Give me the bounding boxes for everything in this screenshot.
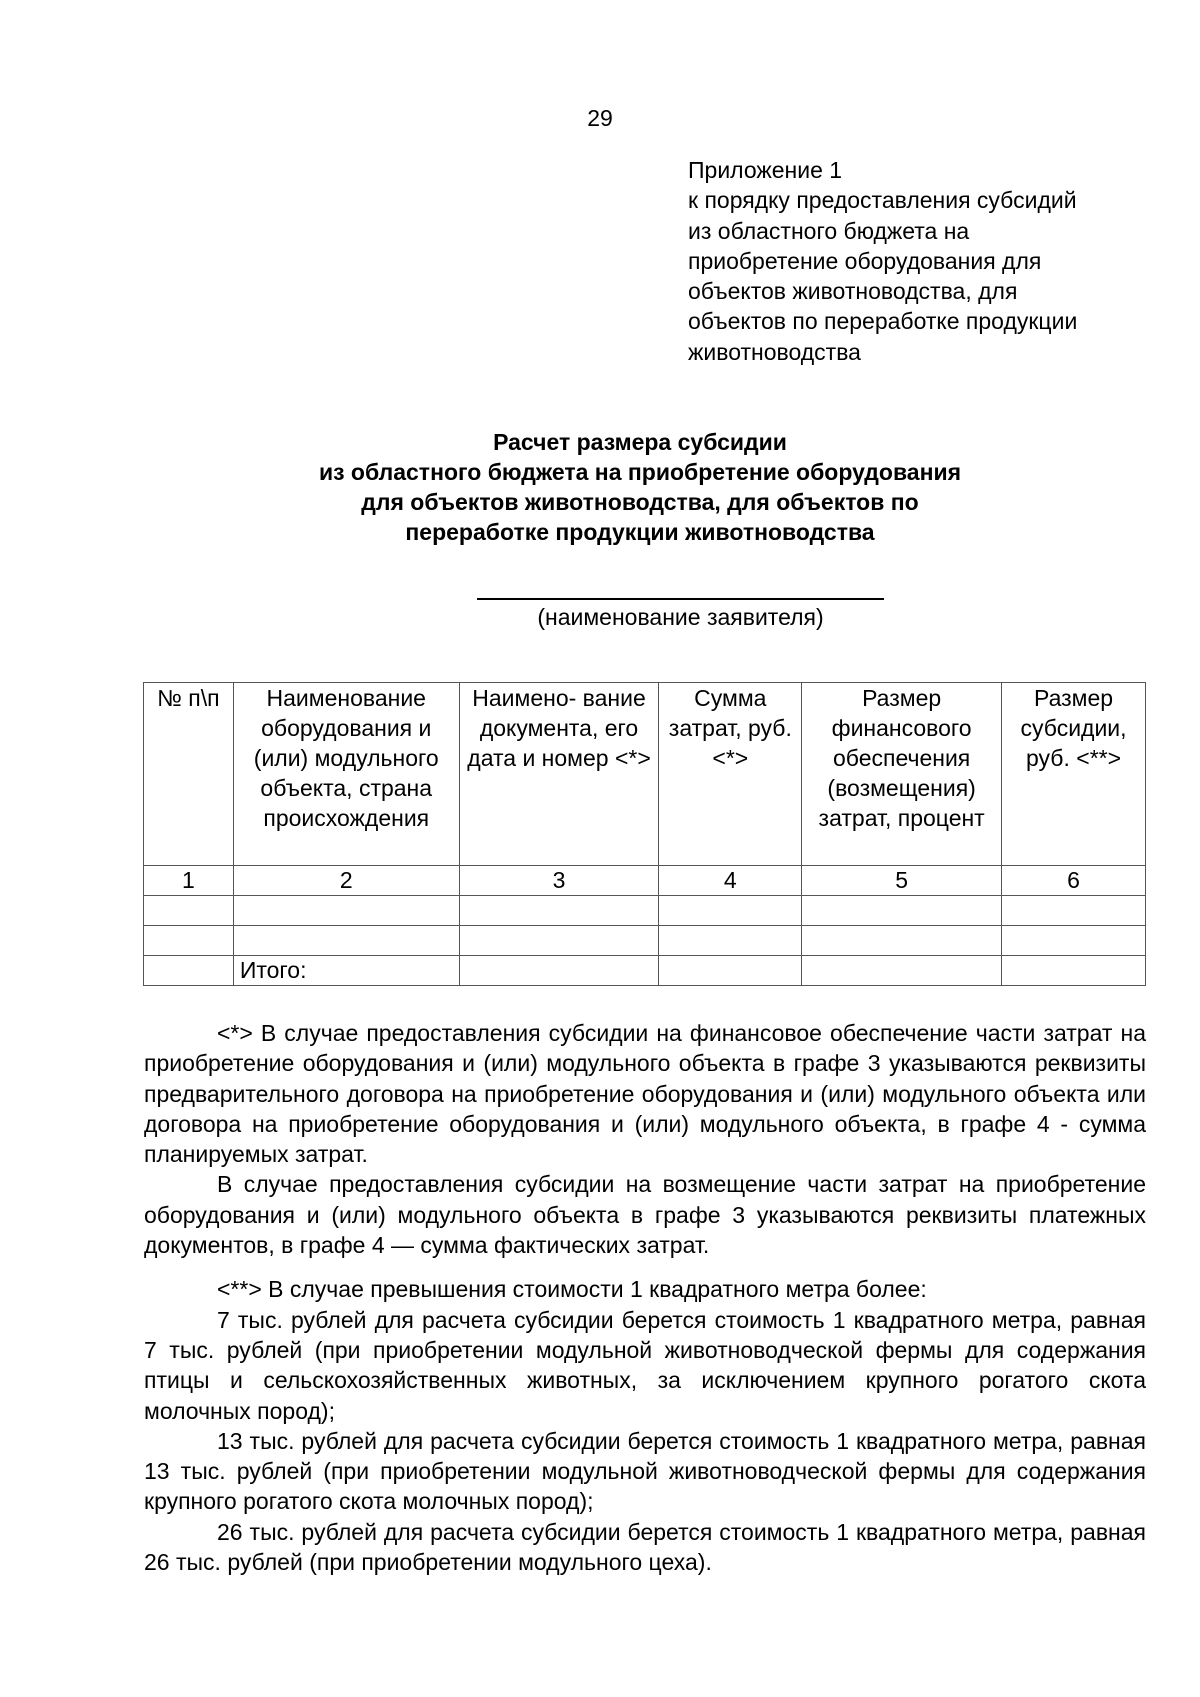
document-title bbox=[140, 427, 1140, 547]
footnote-1: <*> В случае предоставления субсидии на финансовое обеспечение части затрат на приобретение оборудования и (или) модульного объекта в графе 3 указываются реквизиты предварительного договора на приобретение оборудования и (или) модульного объекта или договора на приобретение оборудования и (или) модульного объекта, в графе 4 - сумма планируемых затрат. bbox=[144, 1020, 1146, 1168]
empty-cell bbox=[144, 896, 234, 926]
header-cell-percent: Размер финансового обеспечения (возмещения) затрат, процент bbox=[802, 683, 1002, 866]
empty-cell bbox=[659, 896, 802, 926]
empty-cell bbox=[1002, 956, 1146, 986]
footnote-2: <**> В случае превышения стоимости 1 квадратного метра более: bbox=[217, 1276, 927, 1303]
title-line: из областного бюджета на приобретение оборудования bbox=[318, 459, 962, 485]
header-cell-subsidy: Размер субсидии, руб. <**> bbox=[1002, 683, 1146, 866]
column-number: 6 bbox=[1002, 866, 1146, 896]
header-cell-costs: Сумма затрат, руб. <*> bbox=[659, 683, 802, 866]
empty-cell bbox=[459, 926, 659, 956]
column-number: 1 bbox=[144, 866, 234, 896]
title-line: для объектов животноводства, для объектов по bbox=[361, 489, 919, 515]
title-line: Расчет размера субсидии bbox=[493, 429, 787, 455]
empty-cell bbox=[1002, 896, 1146, 926]
empty-cell bbox=[659, 956, 802, 986]
column-number: 3 bbox=[459, 866, 659, 896]
footnote-2-item: 7 тыс. рублей для расчета субсидии берется стоимость 1 квадратного метра, равная 7 тыс. рублей (при приобретении модульной животноводческой фермы для содержания птицы и сельскохозяйственных животных, за исключением крупного рогатого скота молочных пород); bbox=[144, 1306, 1146, 1424]
appendix-line: приобретение оборудования для bbox=[688, 247, 1042, 274]
title-line: переработке продукции животноводства bbox=[405, 519, 875, 545]
table-row bbox=[144, 926, 1146, 956]
empty-cell bbox=[233, 926, 459, 956]
empty-cell bbox=[802, 896, 1002, 926]
header-cell-equipment: Наименование оборудования и (или) модульного объекта, страна происхождения bbox=[233, 683, 459, 866]
header-cell-number: № п\п bbox=[144, 683, 234, 866]
empty-cell bbox=[802, 956, 1002, 986]
table-row bbox=[144, 896, 1146, 926]
appendix-line: Приложение 1 bbox=[688, 157, 843, 183]
column-number-row bbox=[144, 866, 1146, 896]
appendix-line: объектов животноводства, для bbox=[688, 278, 1018, 305]
empty-cell bbox=[144, 956, 234, 986]
empty-cell bbox=[233, 896, 459, 926]
empty-cell bbox=[1002, 926, 1146, 956]
applicant-name-blank bbox=[477, 598, 884, 600]
column-number: 4 bbox=[659, 866, 802, 896]
page-number: 29 bbox=[587, 105, 613, 131]
appendix-line: к порядку предоставления субсидий bbox=[688, 187, 1077, 214]
subsidy-calculation-table bbox=[143, 682, 1146, 986]
footnote-2-item: 13 тыс. рублей для расчета субсидии берется стоимость 1 квадратного метра, равная 13 тыс. рублей (при приобретении модульной животноводческой фермы для содержания крупного рогатого скота молочных пород); bbox=[144, 1427, 1146, 1515]
empty-cell bbox=[802, 926, 1002, 956]
footnotes bbox=[144, 1018, 1146, 1577]
column-number: 2 bbox=[233, 866, 459, 896]
total-row bbox=[144, 956, 1146, 986]
footnote-2-item: 26 тыс. рублей для расчета субсидии берется стоимость 1 квадратного метра, равная 26 тыс. рублей (при приобретении модульного цеха). bbox=[144, 1518, 1146, 1576]
appendix-line: из областного бюджета на bbox=[688, 217, 970, 244]
applicant-caption: (наименование заявителя) bbox=[537, 604, 824, 630]
empty-cell bbox=[659, 926, 802, 956]
empty-cell bbox=[459, 956, 659, 986]
table-header-row bbox=[144, 683, 1146, 866]
column-number: 5 bbox=[802, 866, 1002, 896]
appendix-reference bbox=[688, 155, 1158, 367]
total-label: Итого: bbox=[233, 956, 459, 986]
appendix-line: животноводства bbox=[688, 338, 861, 365]
header-cell-document: Наимено- вание документа, его дата и номер <*> bbox=[459, 683, 659, 866]
footnote-1-continued: В случае предоставления субсидии на возмещение части затрат на приобретение оборудования и (или) модульного объекта в графе 3 указываются реквизиты платежных документов, в графе 4 — сумма фактических затрат. bbox=[144, 1171, 1146, 1259]
appendix-line: объектов по переработке продукции bbox=[688, 308, 1078, 335]
empty-cell bbox=[144, 926, 234, 956]
empty-cell bbox=[459, 896, 659, 926]
